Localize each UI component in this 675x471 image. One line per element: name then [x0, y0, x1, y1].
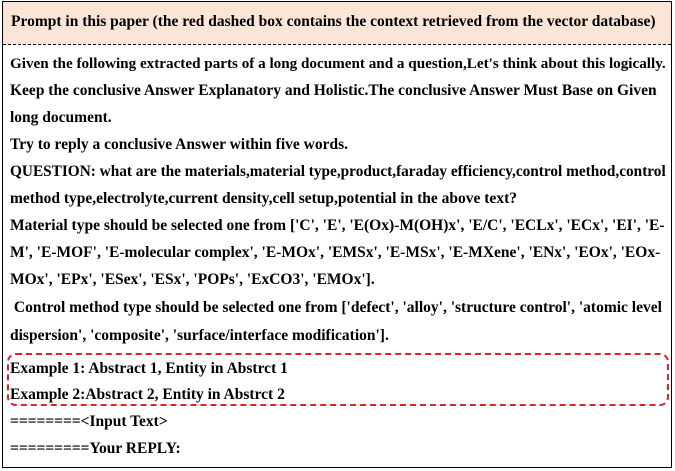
- prompt-header-title: Prompt in this paper (the red dashed box contains the context retrieved from the vector database): [11, 13, 656, 30]
- instruction-line-4: Try to reply a conclusive Answer within five words.: [10, 136, 348, 153]
- control-method-line-1: Control method type should be selected one from ['defect', 'alloy', 'structure control', 'atomic level: [10, 299, 662, 316]
- prompt-header: [3, 2, 671, 45]
- prompt-frame: [2, 1, 672, 468]
- instruction-line-1: Given the following extracted parts of a long document and a question,Let's think about this logically.: [10, 55, 666, 72]
- input-text-marker: ========<Input Text>: [10, 413, 168, 430]
- question-line-1: QUESTION: what are the materials,material type,product,faraday efficiency,control method,control: [10, 163, 666, 180]
- example-line-1: Example 1: Abstract 1, Entity in Abstrct 1: [10, 360, 288, 377]
- question-line-2: method type,electrolyte,current density,cell setup,potential in the above text?: [10, 190, 517, 207]
- material-type-line-3: MOx', 'EPx', 'ESex', 'ESx', 'POPs', 'ExCO3', 'EMOx'].: [10, 271, 375, 288]
- example-line-2: Example 2:Abstract 2, Entity in Abstrct 2: [10, 386, 285, 403]
- material-type-line-1: Material type should be selected one from ['C', 'E', 'E(Ox)-M(OH)x', 'E/C', 'ECLx', 'ECx', 'EI', 'E-: [10, 217, 665, 234]
- instruction-line-2: Keep the conclusive Answer Explanatory and Holistic.The conclusive Answer Must Base on Given: [10, 82, 657, 99]
- instruction-line-3: long document.: [10, 109, 112, 126]
- material-type-line-2: M', 'E-MOF', 'E-molecular complex', 'E-MOx', 'EMSx', 'E-MSx', 'E-MXene', 'ENx', 'EOx', 'EOx-: [10, 244, 661, 261]
- control-method-line-2: dispersion', 'composite', 'surface/interface modification'].: [10, 327, 389, 344]
- reply-marker: =========Your REPLY:: [10, 440, 181, 457]
